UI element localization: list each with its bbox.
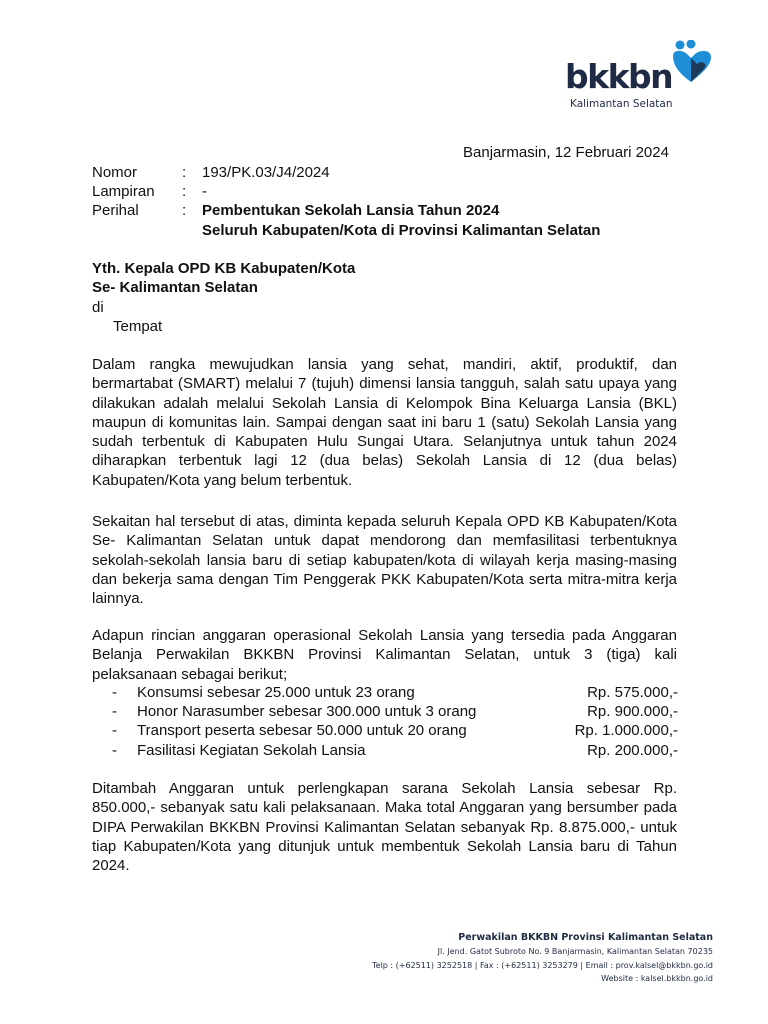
meta-label: Lampiran (92, 183, 155, 200)
budget-amount: Rp. 575.000,- (587, 684, 678, 701)
footer-office-name: Perwakilan BKKBN Provinsi Kalimantan Selatan (458, 932, 713, 943)
meta-value: 193/PK.03/J4/2024 (202, 164, 330, 181)
logo-subtitle: Kalimantan Selatan (570, 98, 673, 110)
meta-value: - (202, 183, 207, 200)
budget-label: Konsumsi sebesar 25.000 untuk 23 orang (137, 684, 415, 701)
addressee-line4: Tempat (113, 318, 163, 335)
paragraph-3 (92, 626, 677, 684)
footer-address: Jl. Jend. Gatot Subroto No. 9 Banjarmasin, Kalimantan Selatan 70235 (437, 947, 713, 956)
paragraph-line: Belanja Perwakilan BKKBN Provinsi Kalimantan Selatan, untuk 3 (tiga) kali (92, 646, 677, 664)
paragraph-4 (92, 779, 677, 875)
budget-amount: Rp. 900.000,- (587, 703, 678, 720)
paragraph-line: bermartabat (SMART) melalui 7 (tujuh) dimensi lansia tangguh, salah satu upaya yang (92, 375, 677, 393)
bkkbn-logo (565, 40, 720, 114)
paragraph-1 (92, 355, 677, 490)
paragraph-line: diharapkan terbentuk lagi 12 (dua belas) Sekolah Lansia di 12 (dua belas) (92, 452, 677, 470)
bullet: - (112, 722, 117, 739)
budget-label: Honor Narasumber sebesar 300.000 untuk 3 orang (137, 703, 477, 720)
footer-website: Website : kalsel.bkkbn.go.id (601, 974, 713, 983)
bullet: - (112, 684, 117, 701)
meta-label: Nomor (92, 164, 138, 181)
budget-item (112, 702, 678, 721)
bullet: - (112, 703, 117, 720)
paragraph-line: DIPA Perwakilan BKKBN Provinsi Kalimantan Selatan sebanyak Rp. 8.875.000,- untuk (92, 818, 677, 836)
addressee-line1: Yth. Kepala OPD KB Kabupaten/Kota (92, 260, 356, 277)
paragraph-line: Dalam rangka mewujudkan lansia yang sehat, mandiri, aktif, produktif, dan (92, 356, 677, 373)
perihal-line2: Seluruh Kabupaten/Kota di Provinsi Kalimantan Selatan (202, 222, 601, 239)
paragraph-line: dilakukan adalah melalui Sekolah Lansia di Kelompok Bina Keluarga Lansia (BKL) (92, 394, 677, 412)
budget-item (112, 721, 678, 740)
paragraph-line: Adapun rincian anggaran operasional Sekolah Lansia yang tersedia pada Anggaran (92, 627, 677, 644)
paragraph-line: Se- Kalimantan Selatan untuk dapat mendorong dan memfasilitasi terbentuknya (92, 532, 677, 550)
budget-label: Fasilitasi Kegiatan Sekolah Lansia (137, 742, 366, 759)
meta-value: Pembentukan Sekolah Lansia Tahun 2024 (202, 202, 500, 219)
letterhead-footer (372, 930, 713, 986)
footer-contact: Telp : (+62511) 3252518 | Fax : (+62511) 3253279 | Email : prov.kalsel@bkkbn.go.id (372, 960, 713, 970)
meta-label: Perihal (92, 202, 139, 219)
paragraph-line: Ditambah Anggaran untuk perlengkapan sarana Sekolah Lansia sebesar Rp. (92, 780, 677, 797)
paragraph-line: sekolah-sekolah lansia baru di setiap kabupaten/kota di wilayah kerja masing-masing (92, 551, 677, 569)
paragraph-line: maupun di komunitas lain. Sampai dengan saat ini baru 1 (satu) Sekolah Lansia yang (92, 413, 677, 431)
budget-item (112, 683, 678, 702)
logo-wordmark: bkkbn (565, 57, 673, 96)
paragraph-line: Sekaitan hal tersebut di atas, diminta kepada seluruh Kepala OPD KB Kabupaten/Kota (92, 513, 677, 530)
budget-amount: Rp. 200.000,- (587, 742, 678, 759)
bkkbn-logo-icon (669, 40, 721, 88)
paragraph-line: pelaksanaan sebagai berikut; (92, 665, 288, 683)
paragraph-line: 2024. (92, 857, 130, 875)
paragraph-line: dan bekerja sama dengan Tim Penggerak PKK Kabupaten/Kota serta mitra-mitra kerja (92, 570, 677, 588)
paragraph-2 (92, 512, 677, 608)
bullet: - (112, 742, 117, 759)
letter-date: Banjarmasin, 12 Februari 2024 (463, 144, 669, 161)
addressee-line3: di (92, 299, 104, 316)
budget-item (112, 741, 678, 760)
paragraph-line: 850.000,- sebanyak satu kali pelaksanaan. Maka total Anggaran yang bersumber pada (92, 799, 677, 817)
meta-colon: : (182, 164, 187, 181)
paragraph-line: sudah terbentuk di Kabupaten Hulu Sungai Utara. Selanjutnya untuk tahun 2024 (92, 433, 677, 451)
addressee-line2: Se- Kalimantan Selatan (92, 279, 258, 296)
paragraph-line: tiap Kabupaten/Kota yang ditunjuk untuk membentuk Sekolah Lansia baru di Tahun (92, 837, 677, 855)
budget-label: Transport peserta sebesar 50.000 untuk 20 orang (137, 722, 467, 739)
budget-amount: Rp. 1.000.000,- (574, 722, 678, 739)
meta-colon: : (182, 183, 187, 200)
paragraph-line: lainnya. (92, 590, 144, 608)
meta-colon: : (182, 202, 187, 219)
paragraph-line: Kabupaten/Kota yang belum terbentuk. (92, 471, 353, 489)
